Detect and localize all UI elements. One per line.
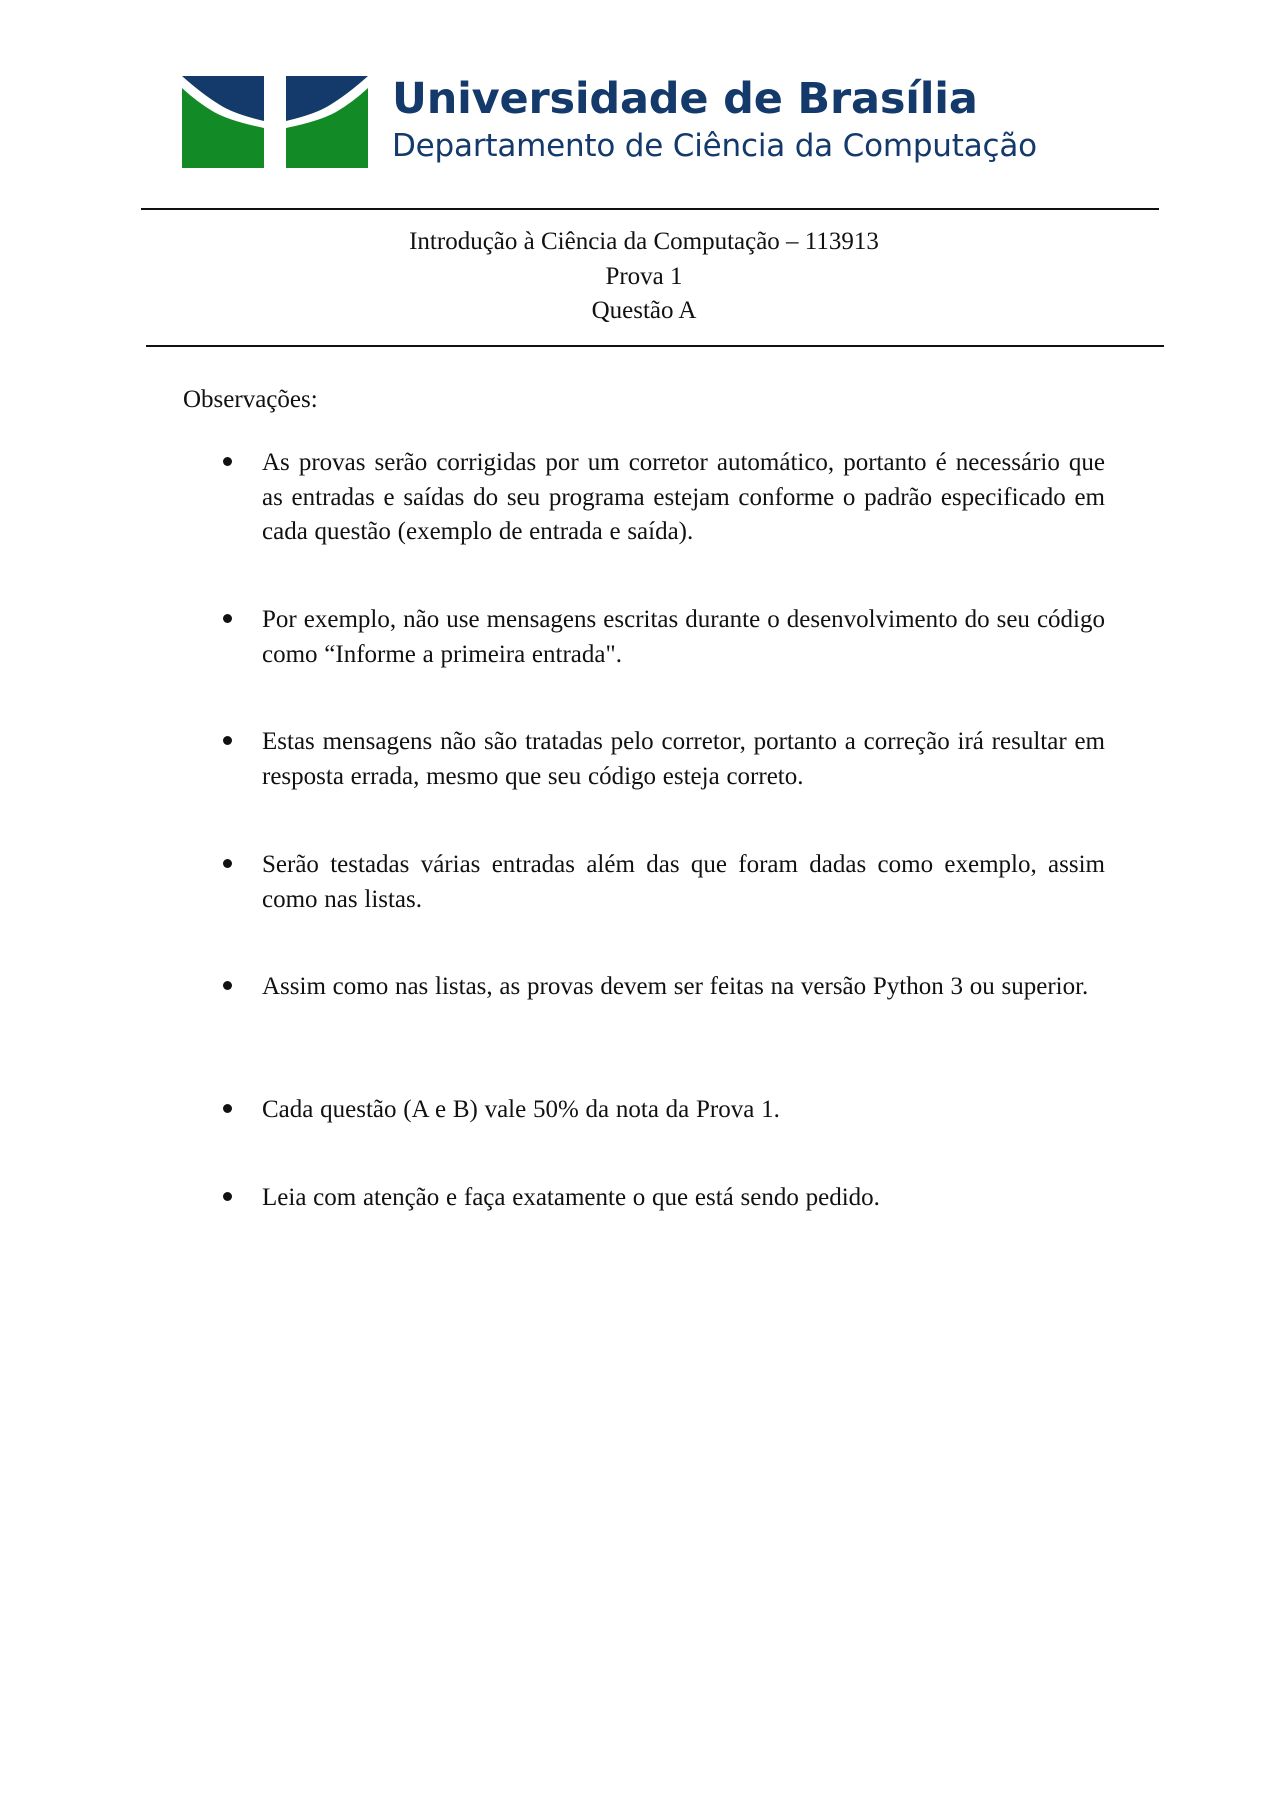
- observation-text: Serão testadas várias entradas além das que foram dadas como exemplo, assim como nas listas.: [262, 851, 1105, 913]
- bullet-icon: [223, 1192, 232, 1201]
- observation-text: Assim como nas listas, as provas devem ser feitas na versão Python 3 ou superior.: [262, 973, 1089, 1000]
- course-title: Introdução à Ciência da Computação – 113913: [409, 228, 879, 255]
- observation-text: Por exemplo, não use mensagens escritas durante o desenvolvimento do seu código como “Informe a primeira entrada".: [262, 606, 1105, 668]
- observations-label: Observações:: [183, 386, 318, 413]
- exam-title: Prova 1: [605, 262, 683, 290]
- bullet-icon: [223, 614, 232, 623]
- bullet-icon: [223, 457, 232, 466]
- bullet-icon: [223, 736, 232, 745]
- observation-text: Estas mensagens não são tratadas pelo corretor, portanto a correção irá resultar em resposta errada, mesmo que seu código esteja correto.: [262, 728, 1105, 790]
- observation-text: As provas serão corrigidas por um corretor automático, portanto é necessário que as entradas e saídas do seu programa estejam conforme o padrão especificado em cada questão (exemplo de entrada e saída).: [262, 449, 1105, 545]
- department-name: Departamento de Ciência da Computação: [392, 128, 1037, 164]
- question-title: Questão A: [591, 297, 697, 324]
- bullet-icon: [223, 981, 232, 990]
- university-name: Universidade de Brasília: [392, 74, 978, 124]
- observation-text: Cada questão (A e B) vale 50% da nota da Prova 1.: [262, 1096, 780, 1123]
- bullet-icon: [223, 859, 232, 868]
- observation-text: Leia com atenção e faça exatamente o que está sendo pedido.: [262, 1184, 880, 1211]
- bullet-icon: [223, 1104, 232, 1113]
